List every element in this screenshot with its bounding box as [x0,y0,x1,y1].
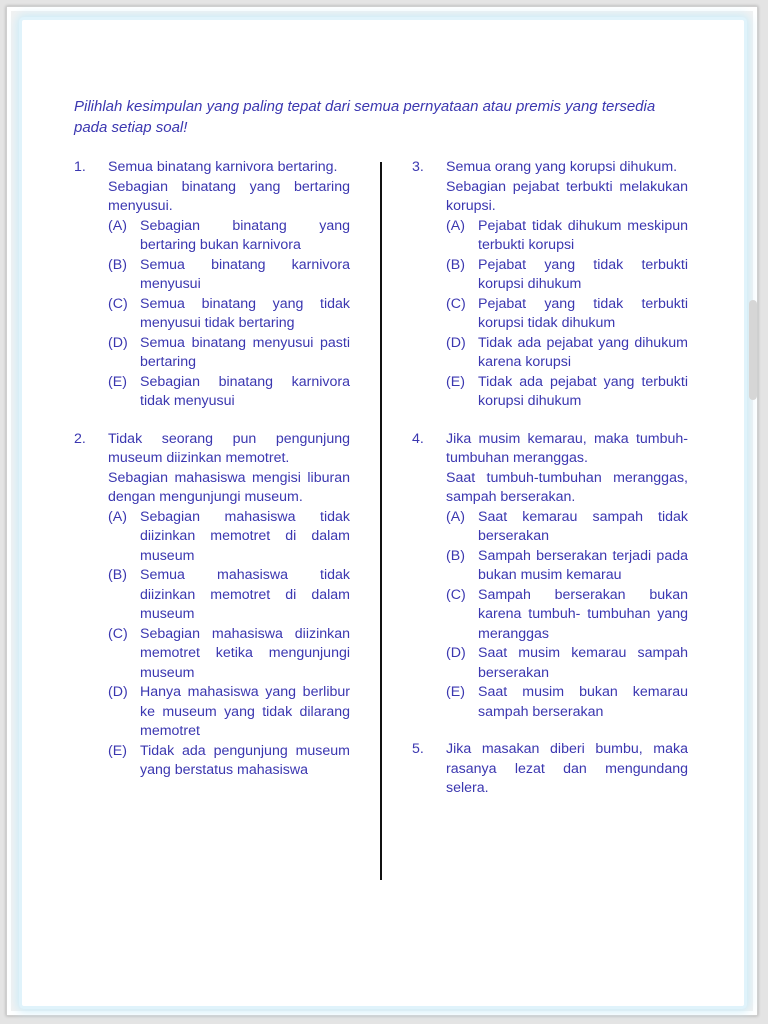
premise: Semua binatang karnivora bertaring. [108,159,338,175]
question-number: 1. [74,159,86,175]
question-number: 5. [412,741,424,757]
option-text: Saat musim bukan kemarau sampah berserakan [478,684,688,720]
question-number: 3. [412,159,424,175]
right-column [412,158,688,817]
option-text: Sampah berserakan terjadi pada bukan musim kemarau [478,547,688,583]
option-label: (E) [446,373,465,390]
answer-option[interactable] [446,334,688,373]
option-label: (B) [446,547,465,564]
answer-option[interactable] [446,217,688,256]
option-label: (A) [108,217,127,234]
option-label: (D) [108,684,128,700]
answer-option[interactable] [108,217,350,256]
question-2 [74,430,350,781]
answer-option[interactable] [446,508,688,547]
question-3 [412,158,688,412]
option-text: Semua binatang yang tidak menyusui tidak bertaring [140,295,350,331]
option-text: Sebagian binatang karnivora tidak menyusui [140,373,350,409]
premise: Tidak seorang pun pengunjung museum diizinkan memotret. [108,430,350,466]
option-label: (E) [108,373,127,390]
answer-options [446,217,688,412]
answer-option[interactable] [446,295,688,334]
answer-option[interactable] [108,566,350,625]
question-number: 2. [74,430,86,447]
question-5 [412,740,688,799]
question-1 [74,158,350,412]
question-body [108,158,350,412]
premise: Sebagian mahasiswa mengisi liburan dengan mengunjungi museum. [108,469,350,505]
option-text: Semua binatang menyusui pasti bertaring [140,334,350,370]
option-text: Tidak ada pengunjung museum yang berstatus mahasiswa [140,742,350,778]
option-text: Saat musim kemarau sampah berserakan [478,645,688,681]
option-label: (E) [446,684,465,700]
answer-option[interactable] [446,547,688,586]
column-divider [380,162,382,880]
option-label: (A) [108,508,127,525]
answer-options [108,217,350,412]
scrollbar-thumb[interactable] [749,300,757,400]
premise: Semua orang yang korupsi dihukum. [446,159,678,175]
option-label: (E) [108,742,127,759]
option-label: (B) [446,256,465,273]
option-text: Sebagian binatang yang bertaring bukan karnivora [140,217,350,253]
option-text: Tidak ada pejabat yang dihukum karena korupsi [478,334,688,370]
option-text: Pejabat yang tidak terbukti korupsi tidak dihukum [478,295,688,331]
option-text: Pejabat yang tidak terbukti korupsi dihukum [478,256,688,292]
answer-option[interactable] [446,644,688,683]
option-text: Sampah berserakan bukan karena tumbuh- tumbuhan yang meranggas [478,586,688,642]
answer-options [108,508,350,781]
answer-options [446,508,688,723]
question-number: 4. [412,430,424,447]
option-label: (C) [446,295,466,312]
option-text: Semua mahasiswa tidak diizinkan memotret di dalam museum [140,567,350,622]
answer-option[interactable] [446,586,688,645]
premise: Sebagian binatang yang bertaring menyusui. [108,178,350,214]
option-label: (B) [108,567,127,583]
option-text: Tidak ada pejabat yang terbukti korupsi dihukum [478,373,688,409]
answer-option[interactable] [108,625,350,684]
answer-option[interactable] [108,295,350,334]
option-label: (B) [108,256,127,273]
question-body [446,430,688,723]
answer-option[interactable] [108,742,350,781]
option-label: (D) [446,645,466,661]
left-column [74,158,350,799]
option-label: (A) [446,508,465,525]
premise: Sebagian pejabat terbukti melakukan korupsi. [446,178,688,214]
premise: Jika masakan diberi bumbu, maka rasanya lezat dan mengundang selera. [446,741,688,796]
answer-option[interactable] [108,373,350,412]
answer-option[interactable] [108,508,350,567]
answer-option[interactable] [446,256,688,295]
option-label: (D) [108,334,128,351]
question-body [446,158,688,412]
option-text: Hanya mahasiswa yang berlibur ke museum yang tidak dilarang memotret [140,684,350,739]
question-4 [412,430,688,723]
option-label: (C) [108,625,128,642]
option-text: Saat kemarau sampah tidak berserakan [478,508,688,544]
answer-option[interactable] [108,334,350,373]
option-text: Sebagian mahasiswa diizinkan memotret ketika mengunjungi museum [140,625,350,681]
answer-option[interactable] [446,373,688,412]
option-label: (C) [108,295,128,312]
option-text: Semua binatang karnivora menyusui [140,256,350,292]
question-body [446,740,688,799]
option-label: (C) [446,586,466,603]
option-text: Pejabat tidak dihukum meskipun terbukti korupsi [478,217,688,253]
question-body [108,430,350,781]
question-columns [74,158,694,878]
premise: Jika musim kemarau, maka tumbuh-tumbuhan meranggas. [446,430,688,466]
instruction-text: Pilihlah kesimpulan yang paling tepat dari semua pernyataan atau premis yang tersedia pada setiap soal! [74,98,656,136]
answer-option[interactable] [108,683,350,742]
exam-page [74,96,694,796]
premise: Saat tumbuh-tumbuhan meranggas, sampah berserakan. [446,469,688,505]
answer-option[interactable] [108,256,350,295]
option-text: Sebagian mahasiswa tidak diizinkan memotret di dalam museum [140,508,350,564]
answer-option[interactable] [446,683,688,722]
option-label: (A) [446,217,465,234]
option-label: (D) [446,334,466,351]
